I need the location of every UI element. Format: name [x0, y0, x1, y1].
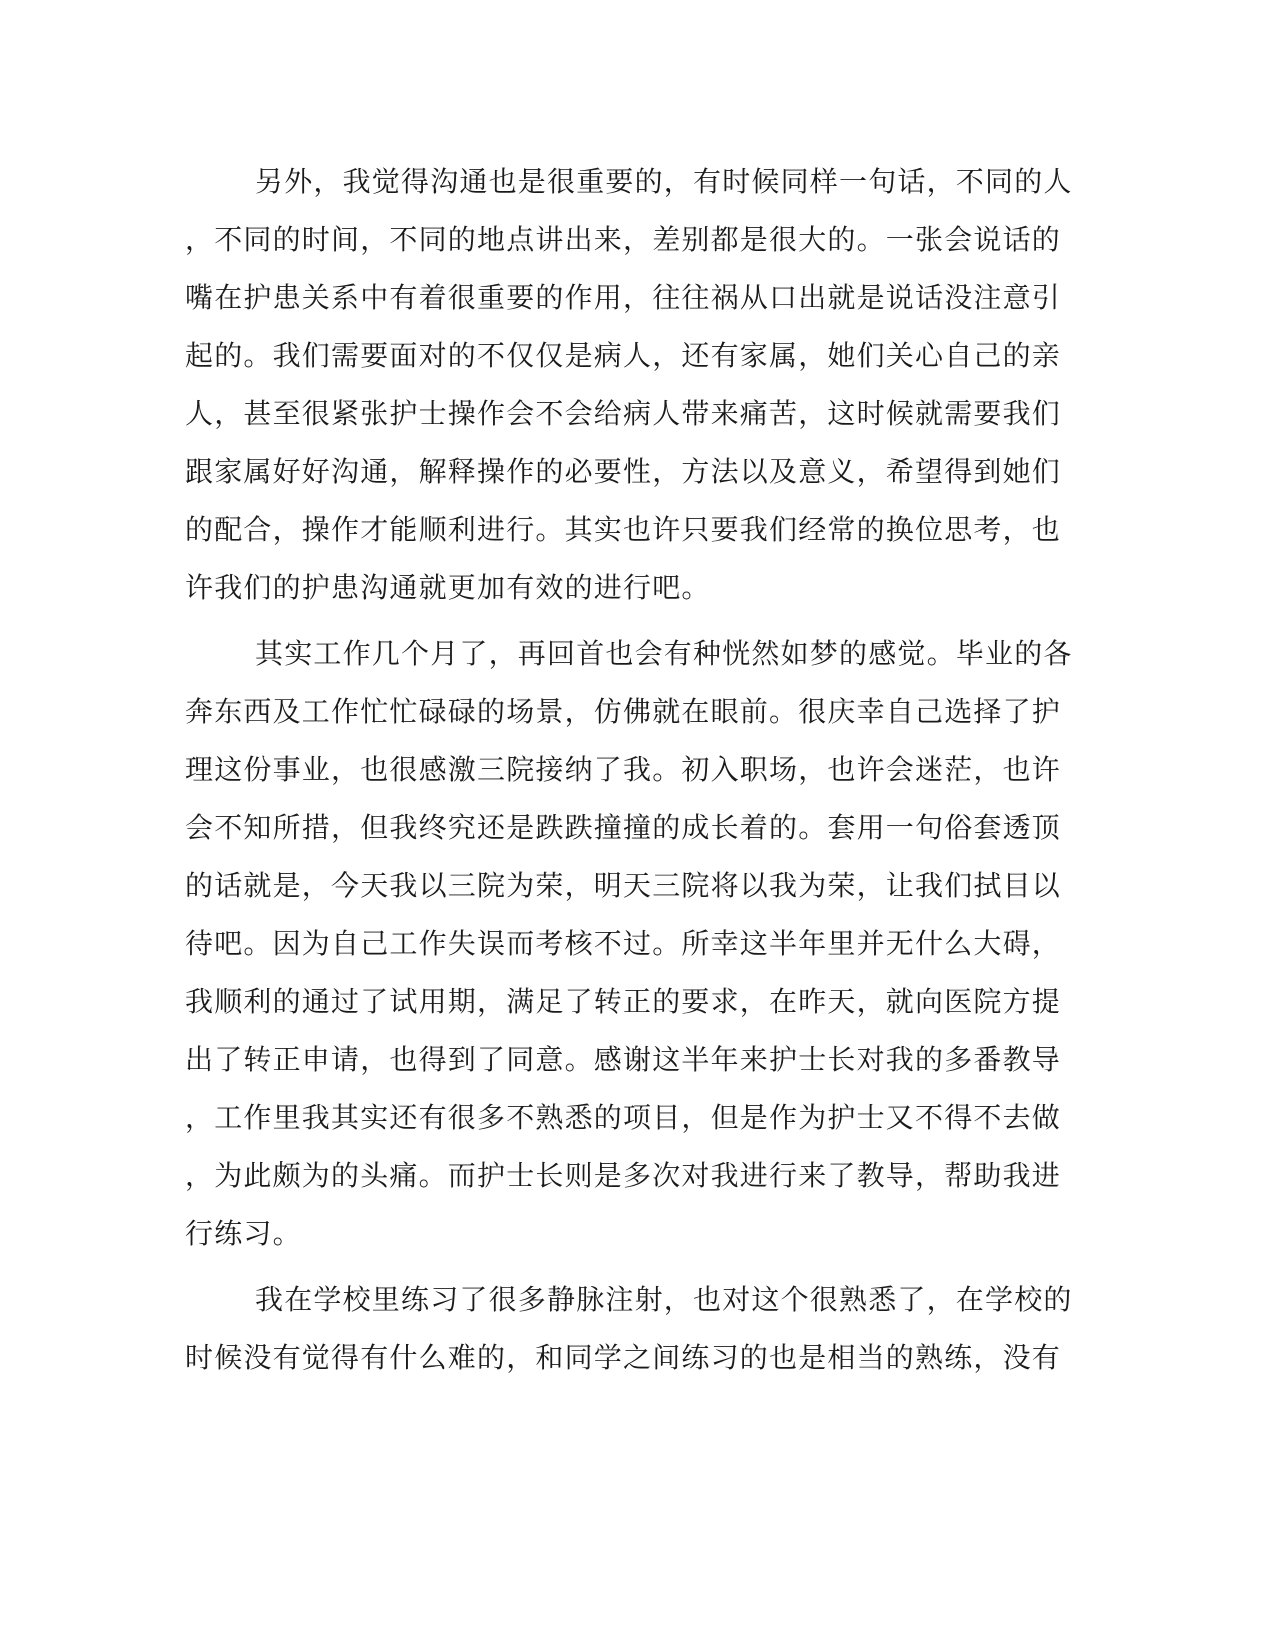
paragraph-3-line-1: 我在学校里练习了很多静脉注射，也对这个很熟悉了，在学校的: [255, 1283, 1073, 1316]
paragraph-2-line-5: 的话就是，今天我以三院为荣，明天三院将以我为荣，让我们拭目以: [185, 869, 1062, 902]
paragraph-2-line-8: 出了转正申请，也得到了同意。感谢这半年来护士长对我的多番教导: [185, 1043, 1062, 1076]
paragraph-1-line-1: 另外，我觉得沟通也是很重要的，有时候同样一句话，不同的人: [255, 165, 1073, 198]
paragraph-2-line-3: 理这份事业，也很感激三院接纳了我。初入职场，也许会迷茫，也许: [185, 753, 1062, 786]
paragraph-2-line-2: 奔东西及工作忙忙碌碌的场景，仿佛就在眼前。很庆幸自己选择了护: [185, 695, 1062, 728]
paragraph-1-line-5: 人，甚至很紧张护士操作会不会给病人带来痛苦，这时候就需要我们: [185, 397, 1062, 430]
paragraph-1-line-7: 的配合，操作才能顺利进行。其实也许只要我们经常的换位思考，也: [185, 513, 1062, 546]
paragraph-1-line-6: 跟家属好好沟通，解释操作的必要性，方法以及意义，希望得到她们: [185, 455, 1062, 488]
paragraph-1-line-2: ，不同的时间，不同的地点讲出来，差别都是很大的。一张会说话的: [185, 223, 1062, 256]
paragraph-2-line-10: ，为此颇为的头痛。而护士长则是多次对我进行来了教导，帮助我进: [185, 1159, 1062, 1192]
paragraph-1-line-4: 起的。我们需要面对的不仅仅是病人，还有家属，她们关心自己的亲: [185, 339, 1062, 372]
paragraph-2-line-6: 待吧。因为自己工作失误而考核不过。所幸这半年里并无什么大碍，: [185, 927, 1062, 960]
paragraph-2-line-1: 其实工作几个月了，再回首也会有种恍然如梦的感觉。毕业的各: [255, 637, 1073, 670]
paragraph-2-line-4: 会不知所措，但我终究还是跌跌撞撞的成长着的。套用一句俗套透顶: [185, 811, 1062, 844]
paragraph-3-line-2: 时候没有觉得有什么难的，和同学之间练习的也是相当的熟练，没有: [185, 1341, 1062, 1374]
paragraph-2-line-7: 我顺利的通过了试用期，满足了转正的要求，在昨天，就向医院方提: [185, 985, 1062, 1018]
paragraph-2-line-11: 行练习。: [185, 1217, 302, 1250]
paragraph-1-line-3: 嘴在护患关系中有着很重要的作用，往往祸从口出就是说话没注意引: [185, 281, 1062, 314]
paragraph-2-line-9: ，工作里我其实还有很多不熟悉的项目，但是作为护士又不得不去做: [185, 1101, 1062, 1134]
paragraph-1-line-8: 许我们的护患沟通就更加有效的进行吧。: [185, 571, 711, 604]
